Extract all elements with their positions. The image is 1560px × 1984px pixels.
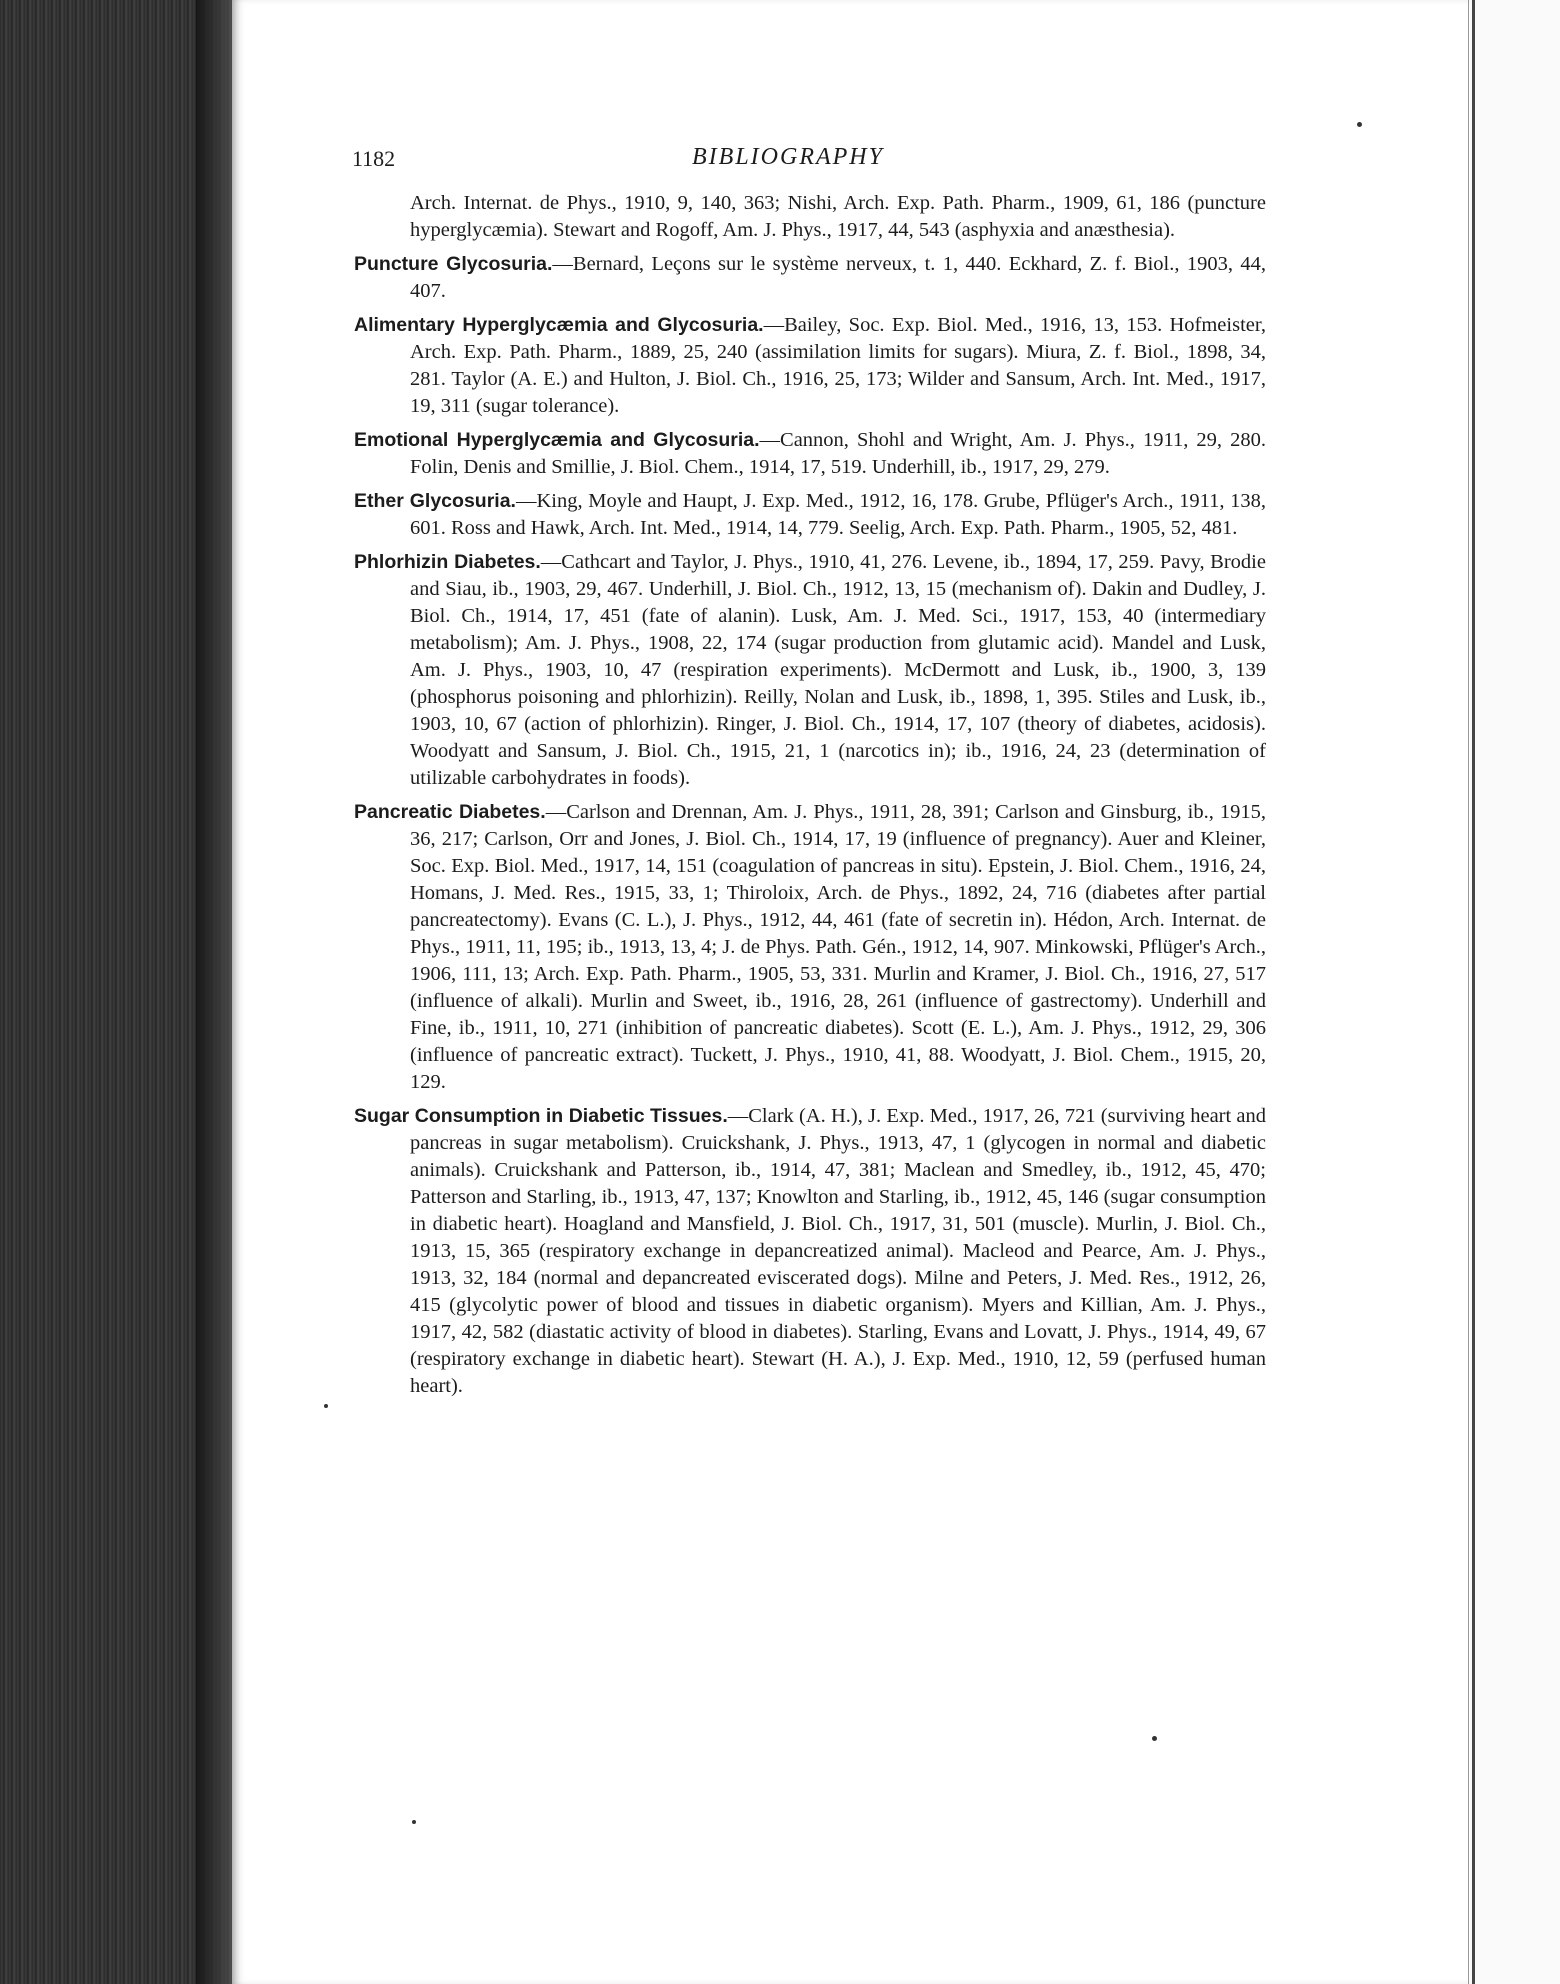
bibliography-entry bbox=[354, 799, 1266, 1096]
entry-text: —Cathcart and Taylor, J. Phys., 1910, 41, 276. Levene, ib., 1894, 17, 259. Pavy, Brodie and Siau, ib., 1903, 29, 467. Underhill, J. Biol. Ch., 1912, 13, 15 (mechanism of). Dakin and Dudley, J. Biol. Ch., 1914, 17, 451 (fate of alanin). Lusk, Am. J. Med. Sci., 1917, 153, 40 (intermediary metabolism); Am. J. Phys., 1908, 22, 174 (sugar production from glutamic acid). Mandel and Lusk, Am. J. Phys., 1903, 10, 47 (respiration experiments). McDermott and Lusk, ib., 1900, 3, 139 (phosphorus poisoning and phlorhizin). Reilly, Nolan and Lusk, ib., 1898, 1, 395. Stiles and Lusk, ib., 1903, 10, 67 (action of phlorhizin). Ringer, J. Biol. Ch., 1914, 17, 107 (theory of diabetes, acidosis). Woodyatt and Sansum, J. Biol. Ch., 1915, 21, 1 (narcotics in); ib., 1916, 24, 23 (determination of utilizable carbohydrates in foods). bbox=[410, 551, 1266, 789]
bibliography-entry bbox=[354, 549, 1266, 792]
entry-heading: Puncture Glycosuria. bbox=[354, 253, 553, 275]
entry-text: —Bailey, Soc. Exp. Biol. Med., 1916, 13, 153. Hofmeister, Arch. Exp. Path. Pharm., 1889, 25, 240 (assimilation limits for sugars). Miura, Z. f. Biol., 1898, 34, 281. Taylor (A. E.) and Hulton, J. Biol. Ch., 1916, 25, 173; Wilder and Sansum, Arch. Int. Med., 1917, 19, 311 (sugar tolerance). bbox=[410, 314, 1266, 417]
page-edge-line bbox=[1468, 0, 1469, 1984]
spine-shadow bbox=[196, 0, 232, 1984]
entry-heading: Alimentary Hyperglycæmia and Glycosuria. bbox=[354, 314, 764, 336]
ink-speck bbox=[1152, 1736, 1157, 1741]
bibliography-entry bbox=[354, 312, 1266, 420]
running-head: BIBLIOGRAPHY bbox=[692, 144, 884, 170]
bibliography-entry bbox=[354, 427, 1266, 481]
bibliography-entry bbox=[354, 488, 1266, 542]
ink-speck bbox=[412, 1820, 416, 1824]
gutter-line bbox=[1472, 0, 1475, 1984]
page-number: 1182 bbox=[352, 146, 396, 171]
ink-speck bbox=[1357, 122, 1362, 127]
bibliography-entry bbox=[354, 251, 1266, 305]
entry-heading: Phlorhizin Diabetes. bbox=[354, 551, 541, 573]
bibliography-text bbox=[354, 190, 1266, 1407]
entry-text: —Bernard, Leçons sur le système nerveux, t. 1, 440. Eckhard, Z. f. Biol., 1903, 44, 407. bbox=[410, 253, 1266, 302]
entry-text: —Clark (A. H.), J. Exp. Med., 1917, 26, 721 (surviving heart and pancreas in sugar metabolism). Cruickshank, J. Phys., 1913, 47, 1 (glycogen in normal and diabetic animals). Cruickshank and Patterson, ib., 1914, 47, 381; Maclean and Smedley, ib., 1912, 45, 470; Patterson and Starling, ib., 1913, 47, 137; Knowlton and Starling, ib., 1912, 45, 146 (sugar consumption in diabetic heart). Hoagland and Mansfield, J. Biol. Ch., 1917, 31, 501 (muscle). Murlin, J. Biol. Ch., 1913, 15, 365 (respiratory exchange in depancreatized animal). Macleod and Pearce, Am. J. Phys., 1913, 32, 184 (normal and depancreated eviscerated dogs). Milne and Peters, J. Med. Res., 1912, 26, 415 (glycolytic power of blood and tissues in diabetic organism). Myers and Killian, Am. J. Phys., 1917, 42, 582 (diastatic activity of blood in diabetes). Starling, Evans and Lovatt, J. Phys., 1914, 49, 67 (respiratory exchange in diabetic heart). Stewart (H. A.), J. Exp. Med., 1910, 12, 59 (perfused human heart). bbox=[410, 1105, 1267, 1397]
entry-heading: Emotional Hyperglycæmia and Glycosuria. bbox=[354, 429, 760, 451]
bibliography-entry bbox=[354, 1103, 1266, 1400]
entry-text: —King, Moyle and Haupt, J. Exp. Med., 1912, 16, 178. Grube, Pflüger's Arch., 1911, 138, 601. Ross and Hawk, Arch. Int. Med., 1914, 14, 779. Seelig, Arch. Exp. Path. Pharm., 1905, 52, 481. bbox=[410, 490, 1266, 539]
entry-heading: Ether Glycosuria. bbox=[354, 490, 516, 512]
entry-heading: Pancreatic Diabetes. bbox=[354, 801, 546, 823]
entry-text: Arch. Internat. de Phys., 1910, 9, 140, 363; Nishi, Arch. Exp. Path. Pharm., 1909, 61, 186 (puncture hyperglycæmia). Stewart and Rogoff, Am. J. Phys., 1917, 44, 543 (asphyxia and anæsthesia). bbox=[410, 192, 1266, 241]
facing-page-edge bbox=[1470, 0, 1560, 1984]
entry-heading: Sugar Consumption in Diabetic Tissues. bbox=[354, 1105, 728, 1127]
bibliography-entry bbox=[354, 190, 1266, 244]
ink-speck bbox=[324, 1404, 328, 1408]
entry-text: —Carlson and Drennan, Am. J. Phys., 1911, 28, 391; Carlson and Ginsburg, ib., 1915, 36, 217; Carlson, Orr and Jones, J. Biol. Ch., 1914, 17, 19 (influence of pregnancy). Auer and Kleiner, Soc. Exp. Biol. Med., 1917, 14, 151 (coagulation of pancreas in situ). Epstein, J. Biol. Chem., 1916, 24, Homans, J. Med. Res., 1915, 33, 1; Thiroloix, Arch. de Phys., 1892, 24, 716 (diabetes after partial pancreatectomy). Evans (C. L.), J. Phys., 1912, 44, 461 (fate of secretin in). Hédon, Arch. Internat. de Phys., 1911, 11, 195; ib., 1913, 13, 4; J. de Phys. Path. Gén., 1912, 14, 907. Minkowski, Pflüger's Arch., 1906, 111, 13; Arch. Exp. Path. Pharm., 1905, 53, 331. Murlin and Kramer, J. Biol. Ch., 1916, 27, 517 (influence of alkali). Murlin and Sweet, ib., 1916, 28, 261 (influence of gastrectomy). Underhill and Fine, ib., 1911, 10, 271 (inhibition of pancreatic diabetes). Scott (E. L.), Am. J. Phys., 1912, 29, 306 (influence of pancreatic extract). Tuckett, J. Phys., 1910, 41, 88. Woodyatt, J. Biol. Chem., 1915, 20, 129. bbox=[410, 801, 1266, 1093]
entry-text: —Cannon, Shohl and Wright, Am. J. Phys., 1911, 29, 280. Folin, Denis and Smillie, J. Biol. Chem., 1914, 17, 519. Underhill, ib., 1917, 29, 279. bbox=[410, 429, 1266, 478]
